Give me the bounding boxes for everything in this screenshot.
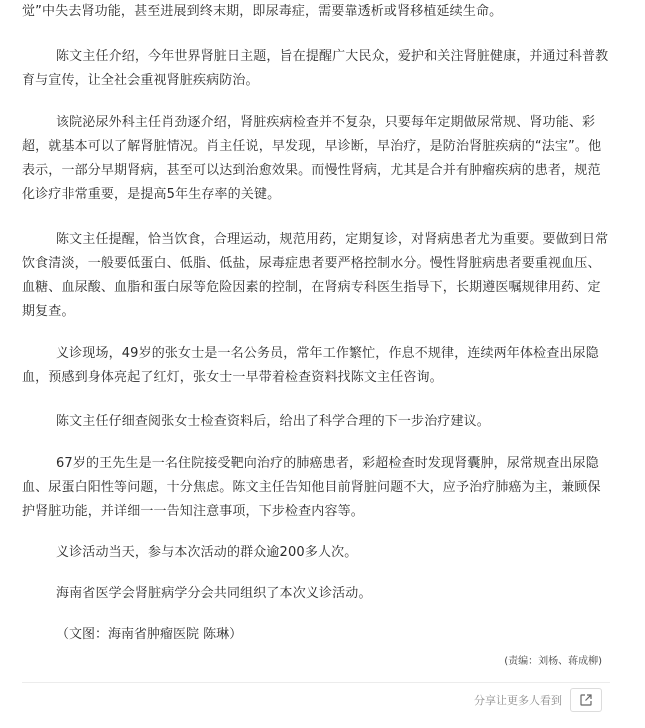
paragraph: 陈文主任介绍，今年世界肾脏日主题，旨在提醒广大民众，爱护和关注肾脏健康，并通过科普教育与宣传，让全社会重视肾脏疾病防治。 <box>22 49 609 88</box>
paragraph: 陈文主任提醒，恰当饮食，合理运动，规范用药，定期复诊，对肾病患者尤为重要。要做到日常饮食清淡，一般要低蛋白、低脂、低盐，尿毒症患者要严格控制水分。慢性肾脏病患者要重视血压、血糖、血尿酸、血脂和蛋白尿等危险因素的控制，在肾病专科医生指导下，长期遵医嘱规律用药、定期复查。 <box>22 232 609 319</box>
share-icon <box>579 693 593 707</box>
photo-credit: （文图：海南省肿瘤医院 陈琳） <box>56 627 243 642</box>
paragraph: 海南省医学会肾脏病学分会共同组织了本次义诊活动。 <box>56 586 372 601</box>
share-icon-button[interactable] <box>570 688 602 712</box>
share-label: 分享让更多人看到 <box>474 694 562 707</box>
editor-credit: (责编：刘杨、蒋成柳) <box>504 656 602 667</box>
paragraph: 义诊现场，49岁的张女士是一名公务员，常年工作繁忙，作息不规律，连续两年体检查出尿隐血，预感到身体亮起了红灯，张女士一早带着检查资料找陈文主任咨询。 <box>22 346 599 385</box>
paragraph: 义诊活动当天，参与本次活动的群众逾200多人次。 <box>56 545 358 560</box>
paragraph: 该院泌尿外科主任肖劲逐介绍，肾脏疾病检查并不复杂，只要每年定期做尿常规、肾功能、彩超，就基本可以了解肾脏情况。肖主任说，早发现，早诊断，早治疗，是防治肾脏疾病的“法宝”。他表示，一部分早期肾病，甚至可以达到治愈效果。而慢性肾病，尤其是合并有肿瘤疾病的患者，规范化诊疗非常重要，是提高5年生存率的关键。 <box>22 115 602 202</box>
paragraph: 67岁的王先生是一名住院接受靶向治疗的肺癌患者，彩超检查时发现肾囊肿，尿常规查出尿隐血、尿蛋白阳性等问题，十分焦虑。陈文主任告知他目前肾脏问题不大，应予治疗肺癌为主，兼顾保护肾脏功能，并详细一一告知注意事项，下步检查内容等。 <box>22 456 601 519</box>
divider <box>22 682 610 683</box>
paragraph: 陈文主任仔细查阅张女士检查资料后，给出了科学合理的下一步治疗建议。 <box>56 414 490 429</box>
share-button[interactable] <box>474 688 602 712</box>
paragraph: 觉”中失去肾功能，甚至进展到终末期，即尿毒症，需要靠透析或肾移植延续生命。 <box>22 4 503 19</box>
